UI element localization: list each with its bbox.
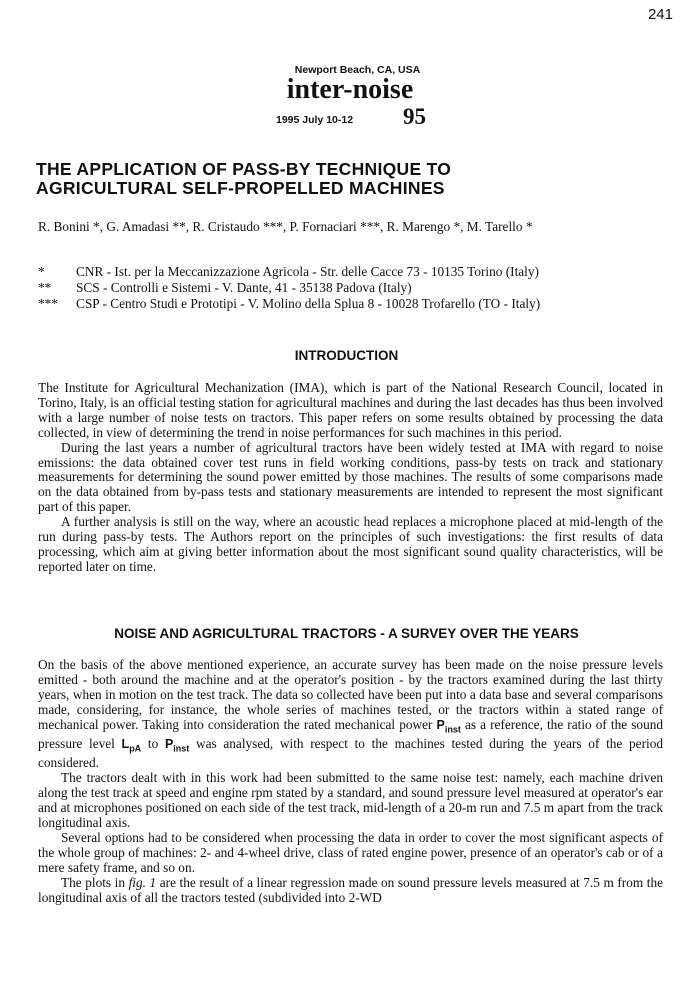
paragraph: A further analysis is still on the way, where an acoustic head replaces a microphone placed at mid-length of the run during pass-by tests. The Authors report on the principles of such investigations: the first results of data processing, which aim at giving better information about the most significant sound quality characteristics, will be reported later on time. [38, 514, 663, 574]
affiliation-text: SCS - Controlli e Sistemi - V. Dante, 41 - 35138 Padova (Italy) [76, 280, 412, 295]
affiliation-marker: *** [38, 296, 58, 311]
affiliation-text: CNR - Ist. per la Meccanizzazione Agricola - Str. delle Cacce 73 - 10135 Torino (Italy) [76, 264, 539, 279]
paper-title-line-2: AGRICULTURAL SELF-PROPELLED MACHINES [36, 178, 445, 198]
author-list: R. Bonini *, G. Amadasi **, R. Cristaudo ***, P. Fornaciari ***, R. Marengo *, M. Tarello * [38, 219, 533, 234]
page-number: 241 [647, 6, 673, 23]
symbol-main: P [164, 737, 174, 752]
affiliation-item [38, 280, 540, 296]
symbol-l-pa [121, 737, 142, 754]
symbol-p-inst [164, 737, 190, 754]
symbol-subscript: inst [173, 743, 190, 754]
paragraph [38, 658, 663, 771]
affiliation-marker: ** [38, 280, 52, 295]
conference-location: Newport Beach, CA, USA [294, 64, 421, 76]
conference-logo: inter-noise [286, 74, 414, 105]
paragraph: During the last years a number of agricultural tractors have been widely tested at IMA with regard to noise emissions: the data obtained cover test runs in field working conditions, pass-by tests on track and stationary measurements for determining the sound power emitted by those machines. The results of some comparisons made on the data obtained from by-pass tests and stationary measurements are intended to represent the most significant part of this paper. [38, 439, 663, 515]
paragraph [38, 876, 663, 906]
symbol-main: L [121, 737, 130, 752]
conference-year: 95 [403, 104, 426, 129]
symbol-subscript: pA [129, 743, 142, 754]
symbol-main: P [436, 717, 445, 732]
text-run: are the result of a linear regression made on sound pressure levels measured at 7.5 m from the longitudinal axis of all the tractors tested (subdivided into 2-WD [38, 874, 664, 905]
affiliation-item [38, 264, 540, 280]
paper-title [36, 160, 451, 198]
paragraph: The Institute for Agricultural Mechanization (IMA), which is part of the National Research Council, located in Torino, Italy, is an official testing station for agricultural machines and during the last decades has thus been involved with a large number of noise tests on tractors. This paper refers on some results obtained by processing the data collected, in view of determining the trend in noise performances for such machines in this period. [38, 380, 663, 440]
survey-body [38, 658, 663, 906]
text-run: as a reference, the ratio of the sound pressure level [38, 716, 664, 752]
text-run: to [147, 736, 159, 752]
text-run: The plots in [61, 874, 126, 890]
affiliation-text: CSP - Centro Studi e Prototipi - V. Molino della Splua 8 - 10028 Trofarello (TO - Italy) [76, 296, 541, 311]
introduction-body [38, 381, 663, 575]
symbol-subscript: inst [444, 724, 461, 735]
affiliation-list [38, 264, 540, 312]
figure-reference[interactable]: fig. 1 [128, 874, 157, 890]
affiliation-marker: * [38, 264, 45, 279]
paper-title-line-1: THE APPLICATION OF PASS-BY TECHNIQUE TO [36, 159, 452, 179]
affiliation-item [38, 296, 540, 312]
introduction-heading: INTRODUCTION [294, 348, 399, 363]
conference-date: 1995 July 10-12 [276, 114, 354, 126]
text-run: was analysed, with respect to the machines tested during the years of the period considered. [38, 736, 663, 771]
paragraph: The tractors dealt with in this work had been submitted to the same noise test: namely, each machine driven along the test track at speed and engine rpm stated by a standard, and sound pressure level measured at operator's ear and at microphones positioned on each side of the test track, mid-length of a 20-m run and 7.5 m apart from the track longitudinal axis. [38, 770, 663, 831]
text-run: On the basis of the above mentioned experience, an accurate survey has been made on the noise pressure levels emitted - both around the machine and at the operator's position - by the tractors examined during the last thirty years, when in motion on the test track. The data so collected have been put into a data base and several comparisons made, considering, for instance, the whole series of machines tested, or the tractors within a stated range of mechanical power. Taking into consideration the rated mechanical power [38, 657, 663, 732]
survey-heading: NOISE AND AGRICULTURAL TRACTORS - A SURVEY OVER THE YEARS [114, 626, 579, 641]
symbol-p-inst [436, 717, 461, 735]
paragraph: Several options had to be considered when processing the data in order to cover the most significant aspects of the whole group of machines: 2- and 4-wheel drive, class of rated engine power, presence of an operator's cab or of a mere safety frame, and so on. [38, 829, 663, 875]
